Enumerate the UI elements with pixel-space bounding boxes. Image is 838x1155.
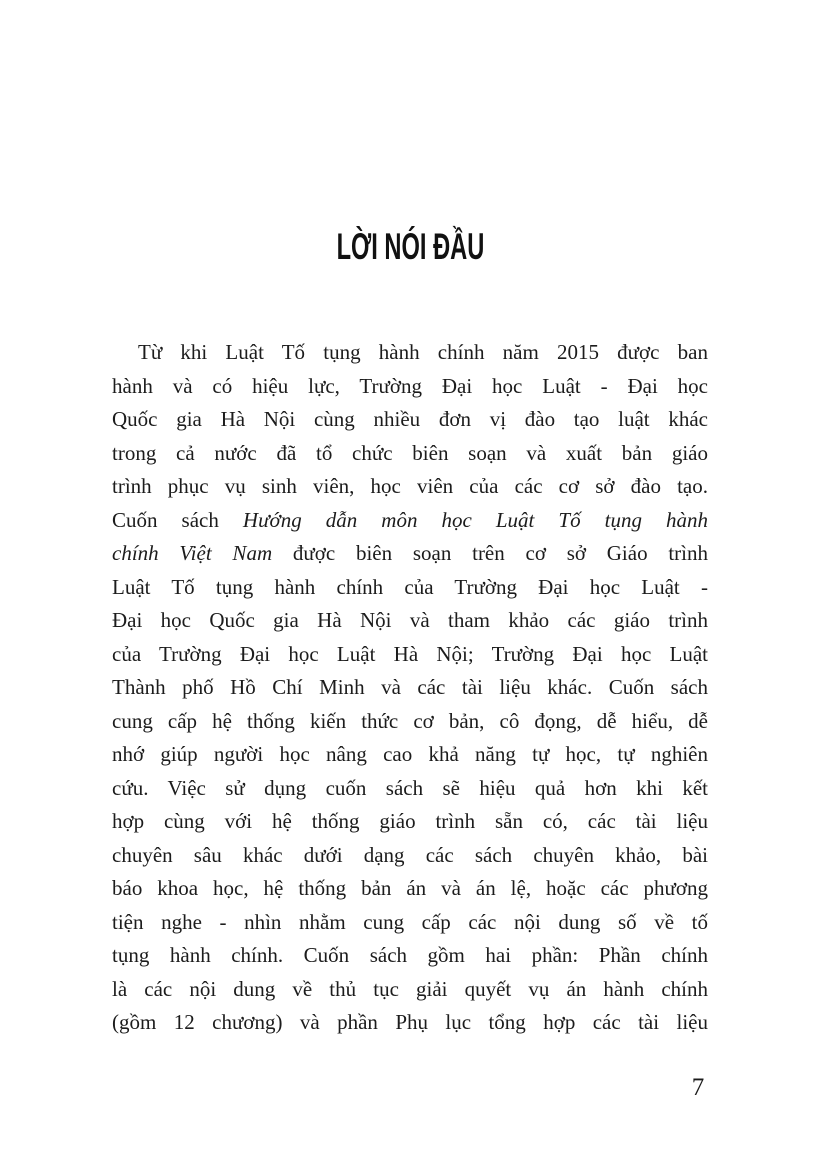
text-segment: Đại học Quốc gia Hà Nội và tham khảo các giáo trình: [112, 608, 708, 632]
text-line: [112, 1006, 708, 1040]
text-line: [112, 504, 708, 538]
text-segment: nhớ giúp người học nâng cao khả năng tự học, tự nghiên: [112, 742, 708, 766]
chapter-title-text: LỜI NÓI ĐẦU: [336, 226, 484, 267]
text-line: [112, 805, 708, 839]
text-line: [112, 470, 708, 504]
text-line: [112, 336, 708, 370]
text-segment: hợp cùng với hệ thống giáo trình sẵn có, các tài liệu: [112, 809, 708, 833]
text-segment: tiện nghe - nhìn nhằm cung cấp các nội dung số về tố: [112, 909, 708, 934]
text-line: [112, 437, 708, 471]
text-line: [112, 370, 708, 404]
book-title-italic-text: Hướng dẫn môn học Luật Tố tụng hành: [242, 507, 708, 532]
text-segment: Luật Tố tụng hành chính của Trường Đại học Luật -: [112, 574, 708, 599]
text-segment: tụng hành chính. Cuốn sách gồm hai phần: Phần chính: [112, 943, 708, 967]
text-segment: được biên soạn trên cơ sở Giáo trình: [272, 541, 708, 565]
text-segment: cung cấp hệ thống kiến thức cơ bản, cô đọng, dễ hiểu, dễ: [112, 708, 708, 733]
text-line: [112, 973, 708, 1007]
text-segment: trong cả nước đã tổ chức biên soạn và xuất bản giáo: [112, 440, 708, 465]
text-segment: trình phục vụ sinh viên, học viên của các cơ sở đào tạo.: [112, 474, 708, 498]
text-segment: là các nội dung về thủ tục giải quyết vụ án hành chính: [112, 976, 708, 1001]
text-segment: báo khoa học, hệ thống bản án và án lệ, hoặc các phương: [112, 876, 708, 900]
paragraph: [112, 336, 708, 1040]
text-line: [112, 403, 708, 437]
page-number: 7: [691, 1074, 705, 1101]
book-title-italic-text: chính Việt Nam: [112, 541, 273, 565]
text-segment: Quốc gia Hà Nội cùng nhiều đơn vị đào tạo luật khác: [112, 407, 708, 431]
text-line: [112, 571, 708, 605]
text-line: [112, 671, 708, 705]
text-line: [112, 906, 708, 940]
text-line: [112, 772, 708, 806]
text-line: [112, 705, 708, 739]
text-segment: Thành phố Hồ Chí Minh và các tài liệu khác. Cuốn sách: [112, 675, 708, 699]
text-segment: Cuốn sách: [112, 507, 243, 532]
text-line: [112, 638, 708, 672]
text-segment: (gồm 12 chương) và phần Phụ lục tổng hợp các tài liệu: [112, 1010, 708, 1034]
text-line: [112, 939, 708, 973]
text-segment: Từ khi Luật Tố tụng hành chính năm 2015 được ban: [138, 340, 708, 364]
text-line: [112, 738, 708, 772]
text-segment: cứu. Việc sử dụng cuốn sách sẽ hiệu quả hơn khi kết: [112, 775, 708, 800]
text-line: [112, 872, 708, 906]
text-segment: chuyên sâu khác dưới dạng các sách chuyên khảo, bài: [112, 842, 708, 867]
text-segment: của Trường Đại học Luật Hà Nội; Trường Đại học Luật: [112, 641, 708, 666]
text-line: [112, 604, 708, 638]
text-segment: hành và có hiệu lực, Trường Đại học Luật - Đại học: [112, 373, 708, 398]
text-line: [112, 839, 708, 873]
chapter-title: [112, 228, 708, 265]
text-line: [112, 537, 708, 571]
